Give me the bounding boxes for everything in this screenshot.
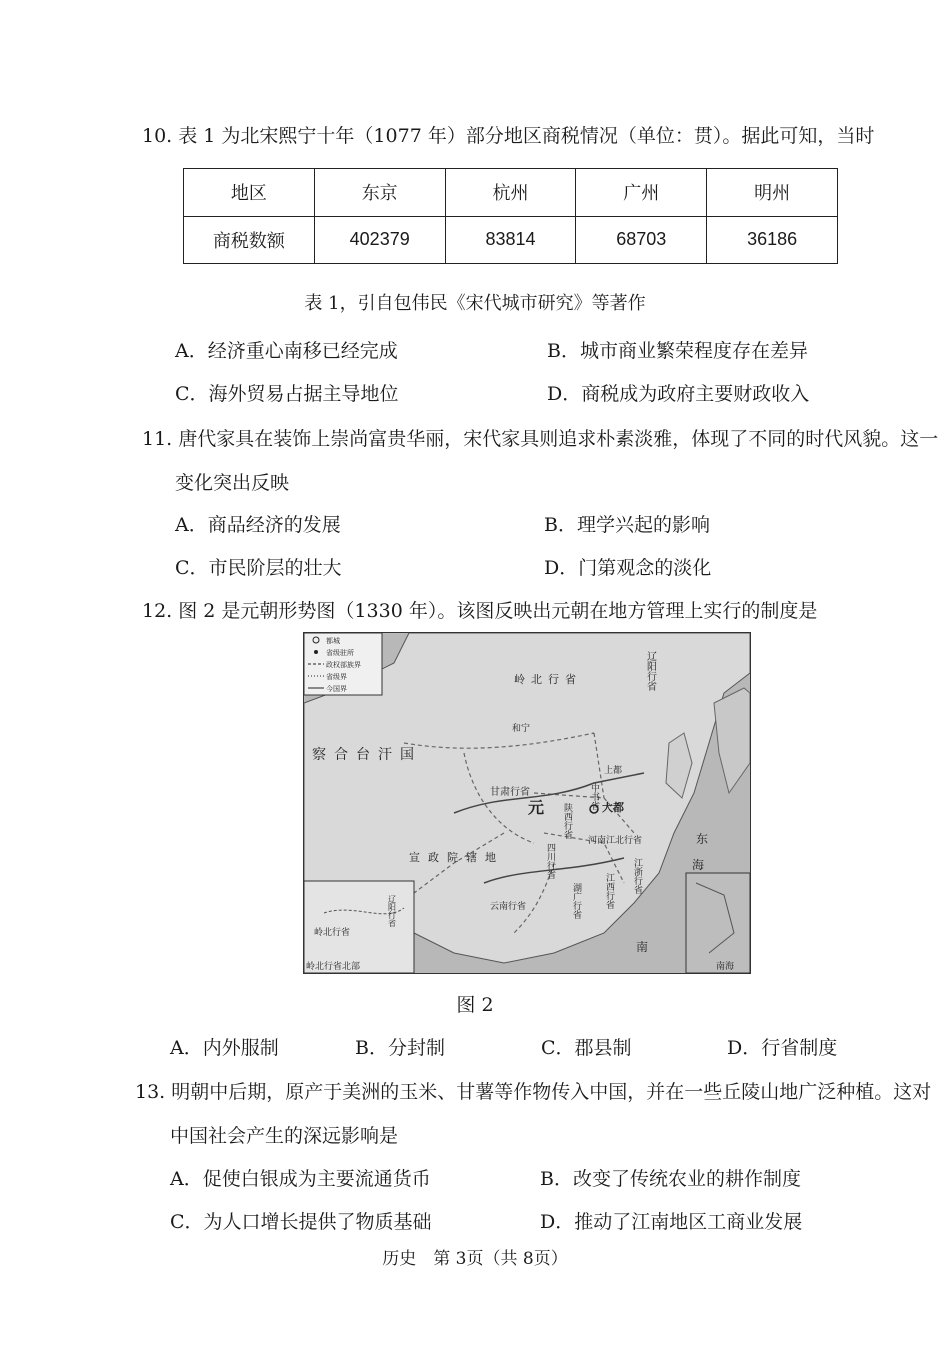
label-gansu: 甘肃行省 (490, 787, 530, 798)
label-huguang: 湖广行省 (571, 883, 581, 919)
label-yuan: 元 (528, 798, 545, 817)
tax-table (183, 168, 838, 264)
q10-number: 10. (142, 125, 173, 147)
map-svg (304, 633, 750, 973)
label-jiangzhe: 江浙行省 (632, 858, 642, 894)
q12-option-c[interactable]: C．郡县制 (541, 1037, 632, 1059)
label-shaanxi: 陕西行省 (562, 803, 572, 839)
table-caption: 表 1，引自包伟民《宋代城市研究》等著作 (304, 293, 646, 314)
table-row (184, 216, 838, 264)
yuan-dynasty-map (303, 632, 751, 974)
label-liaoyang: 辽阳行省 (644, 651, 656, 691)
q13-option-a[interactable]: A．促使白银成为主要流通货币 (170, 1168, 431, 1190)
label-jiangxi: 江西行省 (604, 873, 614, 909)
label-shangdu: 上都 (604, 766, 623, 776)
q10-option-b[interactable]: B．城市商业繁荣程度存在差异 (547, 340, 808, 362)
page-footer: 历史 第 3页（共 8页） (382, 1249, 568, 1269)
q13-option-c[interactable]: C．为人口增长提供了物质基础 (170, 1211, 432, 1233)
q11-option-c[interactable]: C．市民阶层的壮大 (175, 557, 342, 579)
table-cell: 36186 (707, 216, 838, 264)
table-header-cell: 明州 (707, 169, 838, 217)
q13-stem-line2: 中国社会产生的深远影响是 (170, 1125, 399, 1147)
label-lingbei: 岭北行省 (514, 673, 582, 686)
q13-stem (135, 1077, 931, 1104)
q11-option-a[interactable]: A．商品经济的发展 (175, 514, 341, 536)
q12-option-d[interactable]: D．行省制度 (727, 1037, 838, 1059)
q12-stem (142, 596, 817, 623)
label-east: 东 (696, 832, 709, 846)
table-cell: 402379 (314, 216, 445, 264)
inset-right (686, 873, 750, 973)
q13-option-b[interactable]: B．改变了传统农业的耕作制度 (540, 1168, 801, 1190)
label-chagatai: 察合台汗国 (312, 747, 422, 763)
label-zhongshu: 中书省 (589, 783, 599, 810)
label-yunnan: 云南行省 (490, 902, 527, 912)
legend-seat-icon (314, 650, 318, 654)
inset-label-liaoyang: 辽阳行省 (387, 895, 397, 927)
label-xuanzheng: 宣政院辖地 (409, 851, 504, 864)
q10-option-c[interactable]: C．海外贸易占据主导地位 (175, 383, 399, 405)
q11-number: 11. (142, 428, 173, 450)
figure-caption: 图 2 (456, 994, 494, 1016)
table-cell: 83814 (445, 216, 576, 264)
table-header-cell: 杭州 (445, 169, 576, 217)
table-header-cell: 东京 (314, 169, 445, 217)
label-henan: 河南江北行省 (588, 836, 643, 846)
legend-province-seat: 省级驻所 (326, 649, 354, 657)
q11-option-d[interactable]: D．门第观念的淡化 (544, 557, 712, 579)
q11-stem (142, 424, 938, 451)
label-sichuan: 四川行省 (545, 843, 555, 879)
label-hening: 和宁 (512, 724, 531, 734)
q10-stem (142, 121, 874, 148)
q10-option-a[interactable]: A．经济重心南移已经完成 (175, 340, 398, 362)
q11-stem-line2: 变化突出反映 (175, 472, 290, 494)
q13-stem-line1: 明朝中后期，原产于美洲的玉米、甘薯等作物传入中国，并在一些丘陵山地广泛种植。这对 (171, 1081, 932, 1103)
q10-stem-text: 表 1 为北宋熙宁十年（1077 年）部分地区商税情况（单位：贯）。据此可知，当时 (178, 125, 875, 147)
q13-option-d[interactable]: D．推动了江南地区工商业发展 (540, 1211, 803, 1233)
table-header-cell: 地区 (184, 169, 315, 217)
q12-option-a[interactable]: A．内外服制 (170, 1037, 279, 1059)
label-dadu: 大都 (602, 801, 624, 814)
legend-capital: 都城 (326, 637, 340, 645)
legend-regime-border: 政权部族界 (326, 661, 361, 669)
q10-option-d[interactable]: D．商税成为政府主要财政收入 (547, 383, 810, 405)
label-sea: 海 (692, 858, 705, 872)
table-row-label: 商税数额 (184, 216, 315, 264)
table-cell: 68703 (576, 216, 707, 264)
label-south: 南 (636, 940, 649, 954)
inset-left (304, 881, 414, 973)
legend-modern-border: 今国界 (326, 685, 347, 693)
q11-stem-line1: 唐代家具在装饰上崇尚富贵华丽，宋代家具则追求朴素淡雅，体现了不同的时代风貌。这一 (178, 428, 939, 450)
inset-right-caption: 南海 (716, 962, 735, 972)
inset-label-lingbei: 岭北行省 (314, 928, 351, 938)
q12-number: 12. (142, 600, 173, 622)
q11-option-b[interactable]: B．理学兴起的影响 (544, 514, 710, 536)
table-header-row (184, 169, 838, 217)
q12-stem-text: 图 2 是元朝形势图（1330 年）。该图反映出元朝在地方管理上实行的制度是 (178, 600, 818, 622)
q13-number: 13. (135, 1081, 166, 1103)
inset-left-caption: 岭北行省北部 (306, 962, 361, 972)
legend-province-border: 省级界 (326, 673, 347, 681)
table-header-cell: 广州 (576, 169, 707, 217)
q12-option-b[interactable]: B．分封制 (355, 1037, 445, 1059)
